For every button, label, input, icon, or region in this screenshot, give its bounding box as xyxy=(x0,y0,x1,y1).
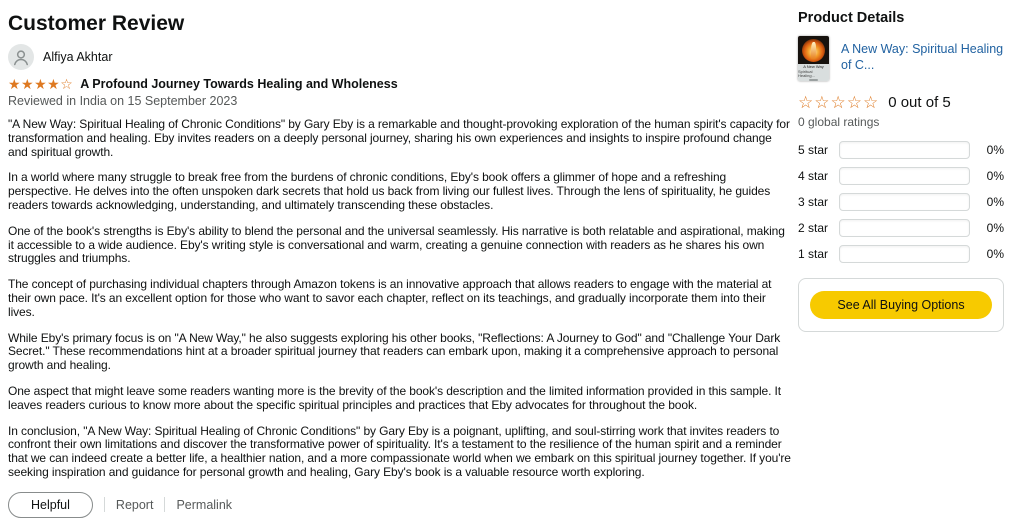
person-icon xyxy=(11,47,31,67)
buying-options-card xyxy=(798,278,1004,332)
review-paragraph: "A New Way: Spiritual Healing of Chronic Conditions" by Gary Eby is a remarkable and thought-provoking exploration of the human spirit's capacity for transformation and healing. Eby invites readers on a deeply personal journey, sharing his own experiences and insights to inspire profound change and spiritual growth. xyxy=(8,117,790,159)
product-title-link[interactable]: A New Way: Spiritual Healing of C... xyxy=(841,42,1004,72)
review-title: A Profound Journey Towards Healing and Wholeness xyxy=(80,77,398,91)
histogram-row-2-star[interactable] xyxy=(798,219,1004,237)
product-row xyxy=(798,36,1004,81)
histogram-bar xyxy=(839,219,970,237)
rating-summary: 0 out of 5 xyxy=(888,94,951,111)
histogram-row-1-star[interactable] xyxy=(798,245,1004,263)
page-title: Customer Review xyxy=(8,12,185,35)
review-paragraph: In a world where many struggle to break free from the burdens of chronic conditions, Eby's book offers a glimmer of hope and a refreshing perspective. He delves into the often unspoken dark secrets that hold us back from living our fullest lives. Through the lens of spirituality, he guides readers towards acknowledging, understanding, and ultimately transcending these obstacles. xyxy=(8,170,771,212)
star-rating-icons: ★★★★☆ xyxy=(8,76,74,92)
book-cover-art xyxy=(798,36,829,64)
histogram-label: 2 star xyxy=(798,221,829,235)
figure-art xyxy=(811,42,817,59)
histogram-label: 5 star xyxy=(798,143,829,157)
review-paragraph: One of the book's strengths is Eby's ability to blend the personal and the universal seamlessly. His narrative is both relatable and aspirational, making it accessible to a wide audience. Eby's writing style is conversational and warm, creating a genuine connection with readers as he shares his own struggles and triumphs. xyxy=(8,223,785,266)
histogram-percent: 0% xyxy=(986,195,1004,209)
histogram-bar xyxy=(839,141,970,159)
cover-author-line xyxy=(809,79,818,81)
histogram-row-5-star[interactable] xyxy=(798,141,1004,159)
review-rating-row xyxy=(8,77,788,91)
review-actions xyxy=(8,492,788,518)
see-all-buying-options-button[interactable]: See All Buying Options xyxy=(810,291,992,319)
histogram-label: 1 star xyxy=(798,247,829,261)
histogram-row-4-star[interactable] xyxy=(798,167,1004,185)
book-cover-thumbnail[interactable] xyxy=(798,36,829,81)
permalink-link[interactable]: Permalink xyxy=(176,497,233,512)
histogram-bar xyxy=(839,245,970,263)
divider xyxy=(164,497,165,512)
histogram-percent: 0% xyxy=(986,143,1004,157)
product-details-panel xyxy=(796,0,1010,518)
ratings-histogram xyxy=(798,141,1004,263)
report-link[interactable]: Report xyxy=(115,497,154,512)
review-meta: Reviewed in India on 15 September 2023 xyxy=(8,94,238,108)
avatar xyxy=(8,44,34,70)
reviewer-name: Alfiya Akhtar xyxy=(43,50,113,64)
histogram-label: 4 star xyxy=(798,169,829,183)
reviewer-profile[interactable] xyxy=(8,44,788,70)
product-rating-row xyxy=(798,94,1004,111)
review-paragraph: In conclusion, "A New Way: Spiritual Healing of Chronic Conditions" by Gary Eby is a poignant, uplifting, and soul-stirring work that invites readers to confront their own limitations and discover the transformative power of spirituality. It's a testament to the resilience of the human spirit and a reminder that we can indeed create a better life, a healthier nation, and a more compassionate world when we embark on this spiritual journey together. If you're seeking inspiration and guidance for personal growth and healing, Gary Eby's book is a valuable resource worth exploring. xyxy=(8,423,791,479)
cover-subtitle-line: Spiritual Healing... xyxy=(798,68,815,78)
histogram-row-3-star[interactable] xyxy=(798,193,1004,211)
cover-title-line: A New Way xyxy=(803,63,824,69)
histogram-bar xyxy=(839,167,970,185)
histogram-percent: 0% xyxy=(986,221,1004,235)
divider xyxy=(104,497,105,512)
book-cover-text xyxy=(798,64,829,81)
product-details-title: Product Details xyxy=(798,10,905,26)
histogram-label: 3 star xyxy=(798,195,829,209)
histogram-bar xyxy=(839,193,970,211)
review-paragraph: One aspect that might leave some readers wanting more is the brevity of the book's description and the limited information provided in this sample. It leaves readers curious to know more about the specific spiritual principles and practices that Eby advocates for throughout the book. xyxy=(8,383,782,412)
helpful-button[interactable]: Helpful xyxy=(8,492,93,518)
global-ratings-count: 0 global ratings xyxy=(798,115,880,129)
histogram-percent: 0% xyxy=(986,247,1004,261)
empty-star-rating-icons: ☆☆☆☆☆ xyxy=(798,93,880,112)
histogram-percent: 0% xyxy=(986,169,1004,183)
review-body xyxy=(8,117,791,480)
review-paragraph: While Eby's primary focus is on "A New Way," he also suggests exploring his other books, "Reflections: A Journey to God" and "Challenge Your Dark Secret." These recommendations hint at a broader spiritual journey that readers can embark upon, making it a comprehensive approach to personal growth and healing. xyxy=(8,330,781,373)
review-paragraph: The concept of purchasing individual chapters through Amazon tokens is an innovative approach that allows readers to engage with the material at their own pace. It's an excellent option for those who want to savor each chapter, reflect on its teachings, and gradually incorporate them into their lives. xyxy=(8,277,772,319)
